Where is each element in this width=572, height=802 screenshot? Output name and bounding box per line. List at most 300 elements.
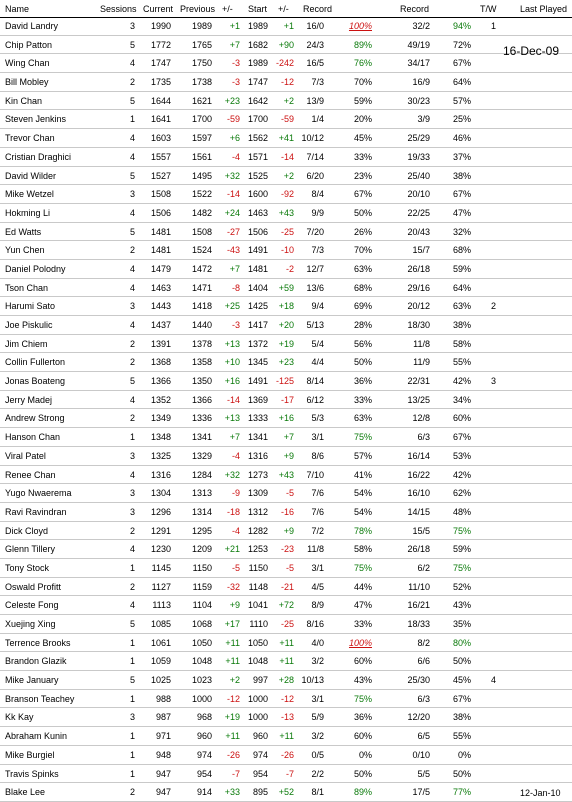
cell-name: Jim Chiem bbox=[5, 338, 48, 349]
cell-diff-start: +19 bbox=[278, 338, 294, 349]
cell-pct-total: 55% bbox=[452, 731, 471, 742]
cell-previous: 1150 bbox=[192, 562, 212, 573]
cell-current: 1391 bbox=[150, 338, 171, 349]
cell-record-total: 16/9 bbox=[412, 77, 430, 88]
cell-start: 1282 bbox=[247, 525, 268, 536]
cell-diff-start: +72 bbox=[278, 600, 294, 611]
cell-start: 1148 bbox=[248, 581, 268, 592]
cell-record-total: 18/33 bbox=[407, 619, 430, 629]
cell-diff-previous: +1 bbox=[229, 21, 240, 31]
cell-pct-total: 32% bbox=[452, 226, 471, 237]
header-diff-start: +/- bbox=[278, 4, 289, 14]
cell-sessions: 1 bbox=[129, 114, 135, 125]
cell-diff-previous: +33 bbox=[224, 787, 240, 798]
cell-tw: 3 bbox=[490, 376, 496, 387]
cell-name: Branson Teachey bbox=[5, 693, 75, 704]
table-row bbox=[0, 727, 572, 746]
header-diff-previous: +/- bbox=[222, 4, 233, 14]
cell-record-total: 6/3 bbox=[417, 432, 430, 443]
table-row bbox=[0, 167, 572, 186]
cell-diff-start: +11 bbox=[279, 656, 294, 667]
cell-record-session: 10/13 bbox=[301, 675, 324, 686]
cell-name: Oswald Profitt bbox=[5, 581, 62, 592]
cell-diff-start: -59 bbox=[280, 114, 294, 125]
cell-current: 1747 bbox=[150, 58, 171, 69]
cell-current: 1772 bbox=[150, 39, 171, 50]
cell-previous: 1068 bbox=[191, 619, 212, 629]
cell-sessions: 2 bbox=[129, 413, 135, 424]
cell-pct-session: 100% bbox=[348, 21, 372, 31]
cell-name: Ravi Ravindran bbox=[5, 506, 67, 517]
header-name: Name bbox=[5, 4, 30, 14]
header-tw: T/W bbox=[480, 4, 497, 14]
cell-diff-start: +52 bbox=[278, 787, 294, 798]
cell-diff-previous: -8 bbox=[231, 282, 240, 293]
cell-record-total: 6/5 bbox=[417, 731, 430, 742]
cell-diff-start: +43 bbox=[278, 207, 294, 218]
cell-start: 1273 bbox=[247, 469, 268, 480]
cell-sessions: 3 bbox=[129, 488, 135, 499]
cell-sessions: 2 bbox=[129, 245, 135, 256]
cell-diff-start: +11 bbox=[279, 731, 294, 742]
cell-pct-total: 42% bbox=[452, 376, 471, 387]
cell-record-total: 16/21 bbox=[407, 600, 430, 611]
cell-diff-previous: +7 bbox=[229, 432, 240, 443]
cell-pct-session: 47% bbox=[353, 600, 372, 611]
cell-record-total: 26/18 bbox=[407, 544, 430, 555]
cell-pct-session: 28% bbox=[353, 320, 372, 330]
cell-diff-start: -5 bbox=[285, 488, 294, 499]
cell-sessions: 5 bbox=[129, 619, 135, 629]
cell-previous: 960 bbox=[196, 731, 212, 742]
cell-start: 1491 bbox=[247, 376, 268, 387]
table-row bbox=[0, 36, 572, 55]
cell-pct-session: 36% bbox=[353, 376, 372, 387]
cell-previous: 1295 bbox=[191, 525, 212, 536]
cell-start: 1642 bbox=[247, 95, 268, 106]
cell-current: 1325 bbox=[150, 450, 171, 461]
cell-start: 1333 bbox=[247, 413, 268, 424]
table-row bbox=[0, 559, 572, 578]
table-row bbox=[0, 708, 572, 727]
table-row bbox=[0, 185, 572, 204]
table-row bbox=[0, 652, 572, 671]
cell-name: Blake Lee bbox=[5, 787, 46, 798]
table-row bbox=[0, 522, 572, 541]
cell-previous: 954 bbox=[196, 768, 212, 779]
cell-sessions: 2 bbox=[129, 338, 135, 349]
cell-diff-previous: +11 bbox=[225, 637, 240, 648]
cell-record-session: 8/16 bbox=[306, 619, 324, 629]
cell-current: 1443 bbox=[150, 301, 171, 312]
cell-diff-previous: +25 bbox=[224, 301, 240, 312]
cell-pct-total: 63% bbox=[452, 301, 471, 312]
table-row bbox=[0, 578, 572, 597]
cell-previous: 1700 bbox=[191, 114, 212, 125]
cell-record-session: 3/1 bbox=[311, 562, 324, 573]
table-row bbox=[0, 503, 572, 522]
cell-record-total: 8/2 bbox=[417, 637, 430, 648]
cell-record-total: 26/18 bbox=[407, 263, 430, 274]
cell-pct-total: 75% bbox=[452, 562, 471, 573]
cell-diff-previous: -4 bbox=[231, 450, 240, 461]
cell-name: Glenn Tillery bbox=[5, 544, 56, 555]
cell-diff-start: +59 bbox=[278, 282, 294, 293]
cell-pct-session: 70% bbox=[353, 77, 372, 88]
cell-diff-start: -23 bbox=[280, 544, 294, 555]
cell-pct-session: 69% bbox=[353, 301, 372, 312]
cell-diff-previous: -27 bbox=[226, 226, 240, 237]
date-top: 16-Dec-09 bbox=[503, 44, 560, 58]
cell-record-total: 32/2 bbox=[412, 21, 430, 31]
cell-record-session: 4/4 bbox=[311, 357, 324, 368]
table-row bbox=[0, 466, 572, 485]
cell-record-session: 8/4 bbox=[311, 189, 324, 200]
cell-current: 1481 bbox=[150, 245, 171, 256]
cell-name: Jerry Madej bbox=[5, 394, 53, 405]
cell-diff-previous: -3 bbox=[231, 58, 240, 69]
cell-pct-total: 0% bbox=[457, 749, 471, 760]
cell-record-session: 7/2 bbox=[311, 525, 324, 536]
table-row bbox=[0, 428, 572, 447]
cell-previous: 1358 bbox=[191, 357, 212, 368]
table-row bbox=[0, 223, 572, 242]
cell-diff-previous: +32 bbox=[224, 469, 240, 480]
cell-sessions: 5 bbox=[129, 675, 135, 686]
cell-sessions: 4 bbox=[129, 151, 135, 162]
header-previous: Previous bbox=[180, 4, 216, 14]
cell-tw: 2 bbox=[490, 301, 496, 312]
cell-sessions: 5 bbox=[129, 226, 135, 237]
table-row bbox=[0, 73, 572, 92]
cell-pct-total: 46% bbox=[452, 133, 471, 144]
cell-name: Trevor Chan bbox=[5, 133, 55, 144]
cell-current: 947 bbox=[155, 787, 171, 798]
cell-sessions: 3 bbox=[129, 21, 135, 31]
cell-name: Mike January bbox=[5, 675, 59, 686]
cell-pct-total: 67% bbox=[452, 58, 471, 69]
cell-record-session: 1/4 bbox=[311, 114, 324, 125]
cell-name: Brandon Glazik bbox=[5, 656, 67, 667]
cell-record-total: 15/7 bbox=[412, 245, 430, 256]
cell-previous: 1341 bbox=[191, 432, 212, 443]
cell-diff-previous: +13 bbox=[224, 338, 240, 349]
cell-pct-total: 75% bbox=[452, 525, 471, 536]
cell-record-session: 7/6 bbox=[311, 488, 324, 499]
cell-diff-start: +43 bbox=[278, 469, 294, 480]
cell-pct-total: 47% bbox=[452, 207, 471, 218]
cell-start: 1747 bbox=[247, 77, 268, 88]
cell-record-total: 5/5 bbox=[417, 768, 430, 779]
cell-current: 1644 bbox=[150, 95, 171, 106]
cell-diff-previous: -5 bbox=[231, 562, 240, 573]
cell-record-session: 6/12 bbox=[306, 394, 324, 405]
cell-sessions: 4 bbox=[129, 544, 135, 555]
table-row bbox=[0, 335, 572, 354]
cell-record-session: 9/9 bbox=[311, 207, 324, 218]
cell-start: 1506 bbox=[247, 226, 268, 237]
cell-pct-total: 94% bbox=[452, 21, 471, 31]
cell-record-session: 9/4 bbox=[311, 301, 324, 312]
cell-name: Yugo Nwaerema bbox=[5, 488, 72, 499]
cell-current: 1481 bbox=[150, 226, 171, 237]
cell-sessions: 2 bbox=[129, 357, 135, 368]
cell-previous: 1104 bbox=[192, 600, 212, 611]
cell-diff-previous: +21 bbox=[224, 544, 240, 555]
cell-diff-previous: +7 bbox=[229, 263, 240, 274]
cell-record-session: 7/6 bbox=[311, 506, 324, 517]
cell-diff-previous: +13 bbox=[224, 413, 240, 424]
cell-record-total: 20/43 bbox=[407, 226, 430, 237]
cell-start: 1481 bbox=[247, 263, 268, 274]
cell-pct-session: 54% bbox=[353, 488, 372, 499]
cell-diff-previous: +19 bbox=[224, 712, 240, 723]
header-record-session: Record bbox=[303, 4, 333, 14]
table-row bbox=[0, 316, 572, 335]
cell-name: Mike Wetzel bbox=[5, 189, 54, 200]
cell-diff-start: +2 bbox=[283, 95, 294, 106]
cell-pct-session: 70% bbox=[353, 245, 372, 256]
cell-pct-total: 52% bbox=[452, 581, 471, 592]
cell-pct-session: 67% bbox=[353, 189, 372, 200]
cell-name: Steven Jenkins bbox=[5, 114, 67, 125]
cell-pct-session: 0% bbox=[358, 749, 372, 760]
cell-pct-session: 58% bbox=[353, 544, 372, 555]
cell-record-total: 30/23 bbox=[407, 95, 430, 106]
cell-pct-total: 64% bbox=[452, 282, 471, 293]
table-header bbox=[0, 0, 572, 18]
cell-current: 1348 bbox=[150, 432, 171, 443]
cell-diff-previous: -26 bbox=[226, 749, 240, 760]
table-row bbox=[0, 447, 572, 466]
cell-pct-total: 25% bbox=[452, 114, 471, 125]
table-row bbox=[0, 204, 572, 223]
cell-diff-previous: +7 bbox=[229, 39, 240, 50]
cell-record-total: 25/29 bbox=[407, 133, 430, 144]
cell-current: 1025 bbox=[150, 675, 171, 686]
cell-sessions: 5 bbox=[129, 170, 135, 181]
cell-pct-total: 55% bbox=[452, 357, 471, 368]
cell-pct-session: 75% bbox=[353, 562, 372, 573]
cell-pct-session: 44% bbox=[353, 581, 372, 592]
cell-start: 1425 bbox=[247, 301, 268, 312]
cell-pct-session: 63% bbox=[353, 263, 372, 274]
cell-record-total: 25/40 bbox=[407, 170, 430, 181]
cell-name: Tony Stock bbox=[5, 562, 50, 573]
cell-start: 974 bbox=[252, 749, 268, 760]
cell-pct-total: 53% bbox=[452, 450, 471, 461]
cell-sessions: 1 bbox=[129, 656, 135, 667]
cell-current: 1437 bbox=[150, 320, 171, 330]
cell-previous: 1350 bbox=[191, 376, 212, 387]
cell-pct-total: 38% bbox=[452, 320, 471, 330]
cell-name: Tson Chan bbox=[5, 282, 49, 293]
table-row bbox=[0, 110, 572, 129]
table-row bbox=[0, 746, 572, 765]
cell-name: Harumi Sato bbox=[5, 301, 56, 312]
cell-sessions: 3 bbox=[129, 450, 135, 461]
cell-pct-total: 37% bbox=[452, 151, 471, 162]
cell-current: 1463 bbox=[150, 282, 171, 293]
cell-record-total: 17/5 bbox=[412, 787, 430, 798]
cell-pct-session: 33% bbox=[353, 394, 372, 405]
cell-previous: 1023 bbox=[191, 675, 212, 686]
cell-current: 1735 bbox=[150, 77, 171, 88]
cell-pct-total: 43% bbox=[452, 600, 471, 611]
cell-previous: 1472 bbox=[191, 263, 212, 274]
cell-start: 954 bbox=[252, 768, 268, 779]
cell-start: 1253 bbox=[247, 544, 268, 555]
cell-start: 960 bbox=[252, 731, 268, 742]
cell-sessions: 4 bbox=[129, 600, 135, 611]
cell-diff-start: -125 bbox=[275, 376, 294, 387]
cell-diff-start: +1 bbox=[283, 21, 294, 31]
cell-record-total: 11/8 bbox=[413, 338, 430, 349]
cell-record-total: 0/10 bbox=[412, 749, 430, 760]
cell-current: 947 bbox=[155, 768, 171, 779]
cell-sessions: 5 bbox=[129, 39, 135, 50]
cell-pct-session: 57% bbox=[353, 450, 372, 461]
cell-diff-previous: +11 bbox=[225, 731, 240, 742]
cell-current: 1527 bbox=[150, 170, 171, 181]
cell-diff-previous: +6 bbox=[229, 133, 240, 144]
cell-record-session: 8/9 bbox=[311, 600, 324, 611]
cell-name: Chip Patton bbox=[5, 39, 53, 50]
table-row bbox=[0, 596, 572, 615]
cell-pct-total: 62% bbox=[452, 488, 471, 499]
cell-current: 988 bbox=[155, 693, 171, 704]
cell-name: Viral Patel bbox=[5, 450, 46, 461]
cell-current: 1304 bbox=[150, 488, 171, 499]
cell-start: 1989 bbox=[247, 58, 268, 69]
cell-pct-total: 59% bbox=[452, 263, 471, 274]
cell-start: 997 bbox=[252, 675, 268, 686]
cell-pct-session: 36% bbox=[353, 712, 372, 723]
cell-previous: 1366 bbox=[191, 394, 212, 405]
cell-record-session: 3/2 bbox=[311, 731, 324, 742]
cell-current: 948 bbox=[155, 749, 171, 760]
cell-pct-session: 23% bbox=[353, 170, 372, 181]
cell-name: Joe Piskulic bbox=[5, 320, 53, 330]
table-row bbox=[0, 260, 572, 279]
cell-previous: 1482 bbox=[191, 207, 212, 218]
cell-diff-start: +20 bbox=[278, 320, 294, 330]
cell-record-session: 5/9 bbox=[311, 712, 324, 723]
cell-diff-start: +16 bbox=[278, 413, 294, 424]
cell-record-total: 12/8 bbox=[412, 413, 430, 424]
table-row bbox=[0, 765, 572, 784]
cell-diff-start: -5 bbox=[285, 562, 294, 573]
cell-diff-previous: -3 bbox=[231, 77, 240, 88]
cell-current: 1059 bbox=[150, 656, 171, 667]
cell-pct-total: 64% bbox=[452, 77, 471, 88]
cell-diff-start: +7 bbox=[283, 432, 294, 443]
cell-current: 1349 bbox=[150, 413, 171, 424]
cell-record-session: 12/7 bbox=[306, 263, 324, 274]
cell-diff-previous: -7 bbox=[231, 768, 240, 779]
cell-previous: 1440 bbox=[191, 320, 212, 330]
cell-name: Kin Chan bbox=[5, 95, 43, 106]
cell-pct-total: 72% bbox=[452, 39, 471, 50]
cell-start: 1417 bbox=[247, 320, 268, 330]
cell-record-session: 7/14 bbox=[306, 151, 324, 162]
cell-pct-total: 45% bbox=[452, 675, 471, 686]
cell-start: 1150 bbox=[248, 562, 268, 573]
cell-record-session: 0/5 bbox=[311, 749, 324, 760]
cell-name: Collin Fullerton bbox=[5, 357, 66, 368]
cell-record-session: 5/3 bbox=[311, 413, 324, 424]
cell-diff-previous: -59 bbox=[226, 114, 240, 125]
cell-diff-previous: -9 bbox=[231, 488, 240, 499]
standings-table-body bbox=[0, 17, 572, 802]
cell-sessions: 4 bbox=[129, 469, 135, 480]
cell-start: 1682 bbox=[247, 39, 268, 50]
cell-pct-total: 38% bbox=[452, 712, 471, 723]
table-row bbox=[0, 129, 572, 148]
cell-diff-start: +9 bbox=[283, 525, 294, 536]
header-sessions: Sessions bbox=[100, 4, 137, 14]
cell-record-total: 29/16 bbox=[407, 282, 430, 293]
cell-current: 971 bbox=[155, 731, 171, 742]
cell-previous: 1597 bbox=[191, 133, 212, 144]
cell-diff-start: -25 bbox=[280, 226, 294, 237]
cell-record-session: 16/5 bbox=[306, 58, 324, 69]
cell-previous: 1159 bbox=[192, 581, 212, 592]
cell-start: 1110 bbox=[249, 619, 268, 629]
cell-diff-start: -16 bbox=[280, 506, 294, 517]
cell-diff-start: +11 bbox=[279, 637, 294, 648]
cell-pct-total: 38% bbox=[452, 170, 471, 181]
cell-previous: 1621 bbox=[191, 95, 212, 106]
cell-current: 1085 bbox=[150, 619, 171, 629]
cell-previous: 1471 bbox=[191, 282, 212, 293]
cell-previous: 1522 bbox=[191, 189, 212, 200]
table-row bbox=[0, 353, 572, 372]
cell-previous: 1284 bbox=[191, 469, 212, 480]
cell-record-session: 5/4 bbox=[311, 338, 324, 349]
cell-record-session: 11/8 bbox=[307, 544, 324, 555]
cell-diff-start: -17 bbox=[280, 394, 294, 405]
cell-record-session: 4/0 bbox=[311, 637, 324, 648]
cell-diff-previous: +32 bbox=[224, 170, 240, 181]
cell-diff-previous: +2 bbox=[229, 675, 240, 686]
table-row bbox=[0, 148, 572, 167]
cell-record-total: 34/17 bbox=[407, 58, 430, 69]
cell-name: Kk Kay bbox=[5, 712, 34, 723]
cell-diff-start: -26 bbox=[280, 749, 294, 760]
cell-diff-previous: +10 bbox=[224, 357, 240, 368]
table-row bbox=[0, 279, 572, 298]
cell-record-total: 20/12 bbox=[407, 301, 430, 312]
cell-diff-previous: -14 bbox=[226, 394, 240, 405]
cell-sessions: 5 bbox=[129, 95, 135, 106]
cell-name: Renee Chan bbox=[5, 469, 56, 480]
cell-diff-start: -2 bbox=[285, 263, 294, 274]
cell-pct-total: 67% bbox=[452, 693, 471, 704]
table-row bbox=[0, 391, 572, 410]
cell-sessions: 4 bbox=[129, 394, 135, 405]
cell-previous: 1314 bbox=[191, 506, 212, 517]
cell-pct-total: 59% bbox=[452, 544, 471, 555]
cell-start: 895 bbox=[252, 787, 268, 798]
cell-record-total: 18/30 bbox=[407, 320, 430, 330]
table-row bbox=[0, 241, 572, 260]
cell-diff-previous: -4 bbox=[231, 151, 240, 162]
cell-diff-start: -21 bbox=[280, 581, 294, 592]
cell-sessions: 4 bbox=[129, 282, 135, 293]
cell-start: 1316 bbox=[247, 450, 268, 461]
cell-start: 1000 bbox=[247, 693, 268, 704]
